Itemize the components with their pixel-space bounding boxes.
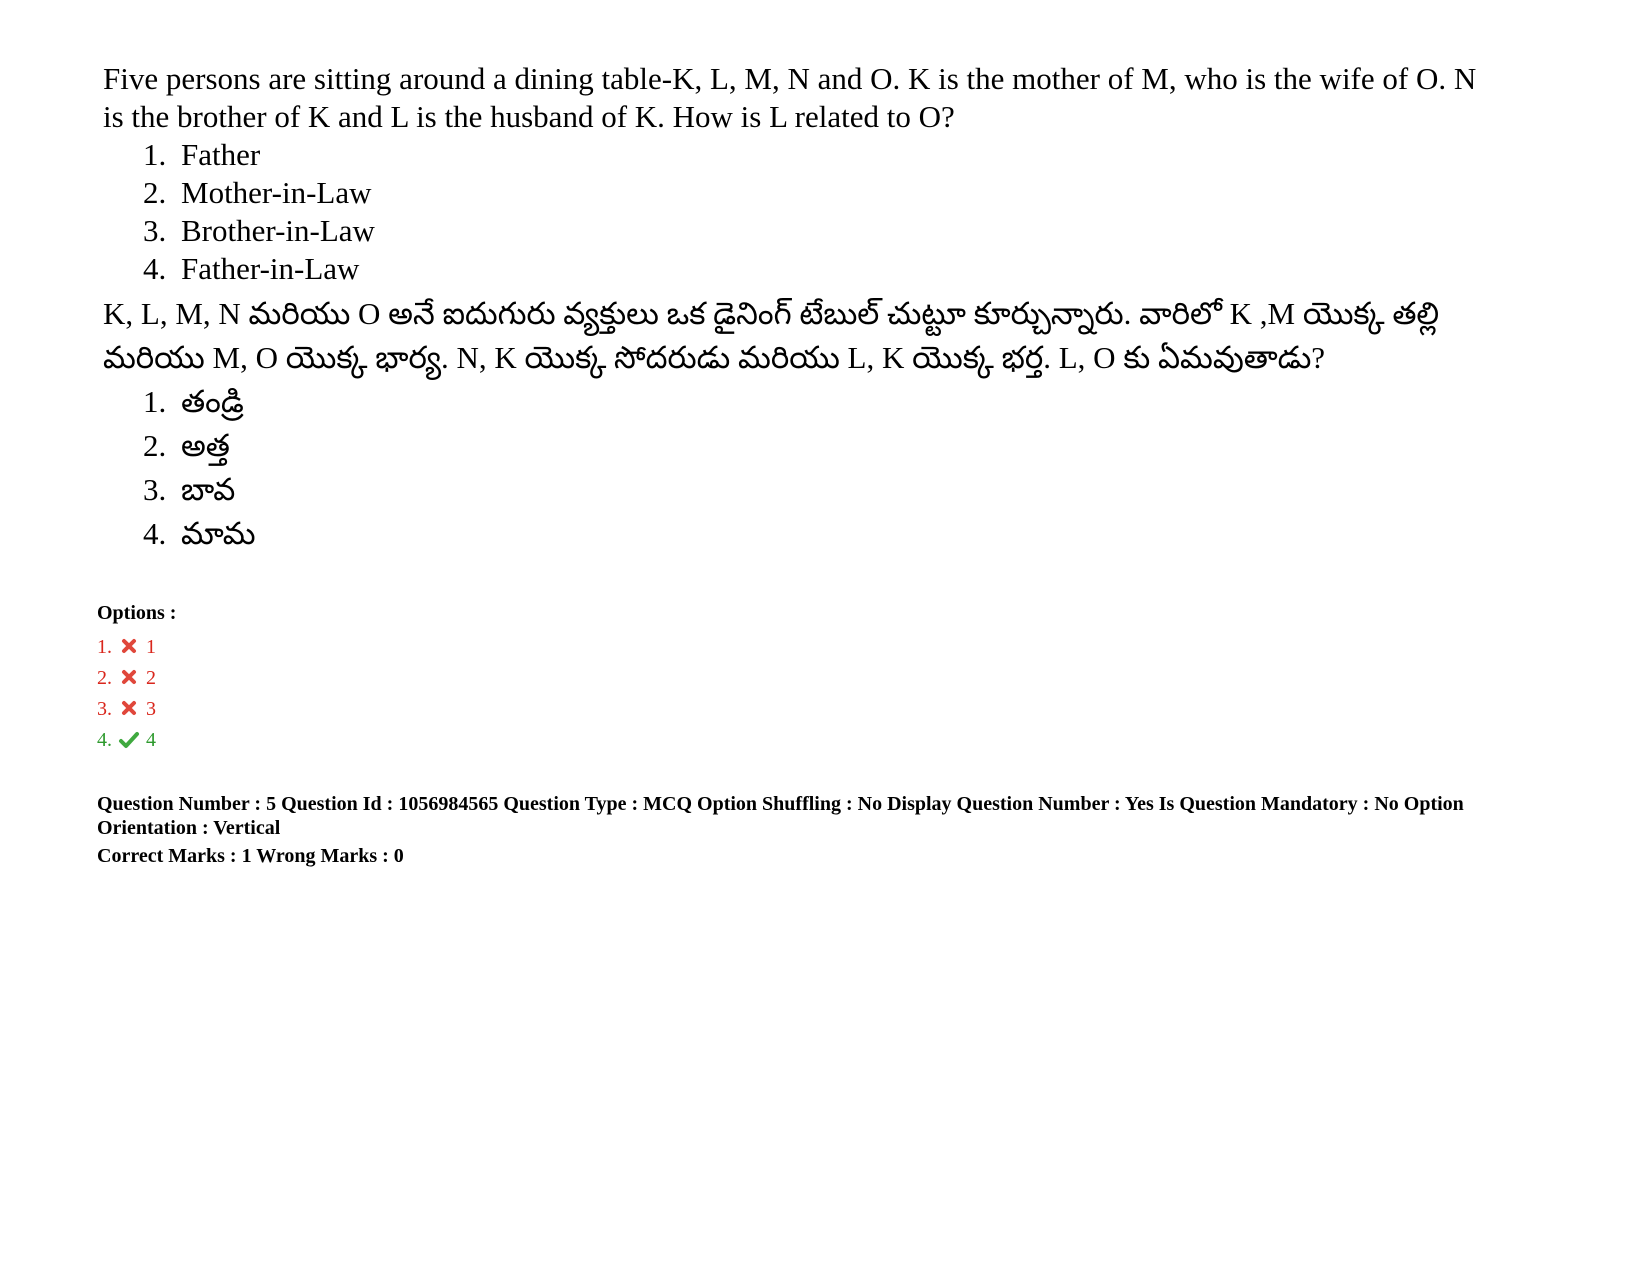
english-choice — [143, 250, 1503, 288]
metadata-details: Question Number : 5 Question Id : 1056984565 Question Type : MCQ Option Shuffling : No Display Question Number : Yes Is Question Mandatory : No Option Orientation : Vertical — [97, 793, 1464, 839]
choice-number: 3. — [143, 213, 167, 248]
english-choice — [143, 174, 1503, 212]
question-metadata — [97, 792, 1497, 868]
choice-label: అత్త — [181, 428, 230, 463]
telugu-choice — [143, 512, 1503, 556]
check-icon — [118, 728, 140, 746]
cross-icon — [118, 666, 140, 684]
telugu-choice — [143, 468, 1503, 512]
choice-label: తండ్రి — [181, 384, 244, 419]
option-value: 1 — [146, 636, 156, 658]
option-value: 4 — [146, 729, 156, 751]
english-choice — [143, 212, 1503, 250]
option-number: 3. — [97, 698, 112, 720]
choice-label: Mother-in-Law — [181, 175, 372, 210]
question-text-english: Five persons are sitting around a dining table-K, L, M, N and O. K is the mother of M, who is the wife of O. N is the brother of K and L is the husband of K. How is L related to O? — [103, 61, 1477, 134]
choice-number: 1. — [143, 384, 167, 419]
english-choices-list — [103, 136, 1503, 288]
question-text-telugu: K, L, M, N మరియు O అనే ఐదుగురు వ్యక్తులు ఒక డైనింగ్ టేబుల్ చుట్టూ కూర్చున్నారు. వారిలో K ,M యొక్క తల్లి మరియు M, O యొక్క భార్య. N, K యొక్క సోదరుడు మరియు L, K యొక్క భర్త. L, O కు ఏమవుతాడు? — [103, 296, 1440, 375]
options-list — [97, 632, 156, 756]
option-number: 2. — [97, 667, 112, 689]
choice-number: 3. — [143, 472, 167, 507]
marks-info: Correct Marks : 1 Wrong Marks : 0 — [97, 845, 404, 867]
choice-label: Brother-in-Law — [181, 213, 375, 248]
option-item — [97, 725, 156, 756]
question-block — [103, 60, 1503, 556]
choice-number: 2. — [143, 428, 167, 463]
choice-label: మామ — [181, 516, 256, 551]
option-value: 3 — [146, 698, 156, 720]
option-item — [97, 663, 156, 694]
choice-label: బావ — [181, 472, 236, 507]
telugu-choices-list — [103, 380, 1503, 556]
choice-number: 2. — [143, 175, 167, 210]
telugu-choice — [143, 380, 1503, 424]
choice-label: Father — [181, 137, 261, 172]
option-item — [97, 694, 156, 725]
options-heading: Options : — [97, 602, 177, 624]
option-number: 1. — [97, 636, 112, 658]
cross-icon — [118, 697, 140, 715]
english-choice — [143, 136, 1503, 174]
choice-number: 4. — [143, 516, 167, 551]
option-value: 2 — [146, 667, 156, 689]
option-item — [97, 632, 156, 663]
telugu-choice — [143, 424, 1503, 468]
choice-label: Father-in-Law — [181, 251, 360, 286]
cross-icon — [118, 635, 140, 653]
choice-number: 4. — [143, 251, 167, 286]
choice-number: 1. — [143, 137, 167, 172]
option-number: 4. — [97, 729, 112, 751]
